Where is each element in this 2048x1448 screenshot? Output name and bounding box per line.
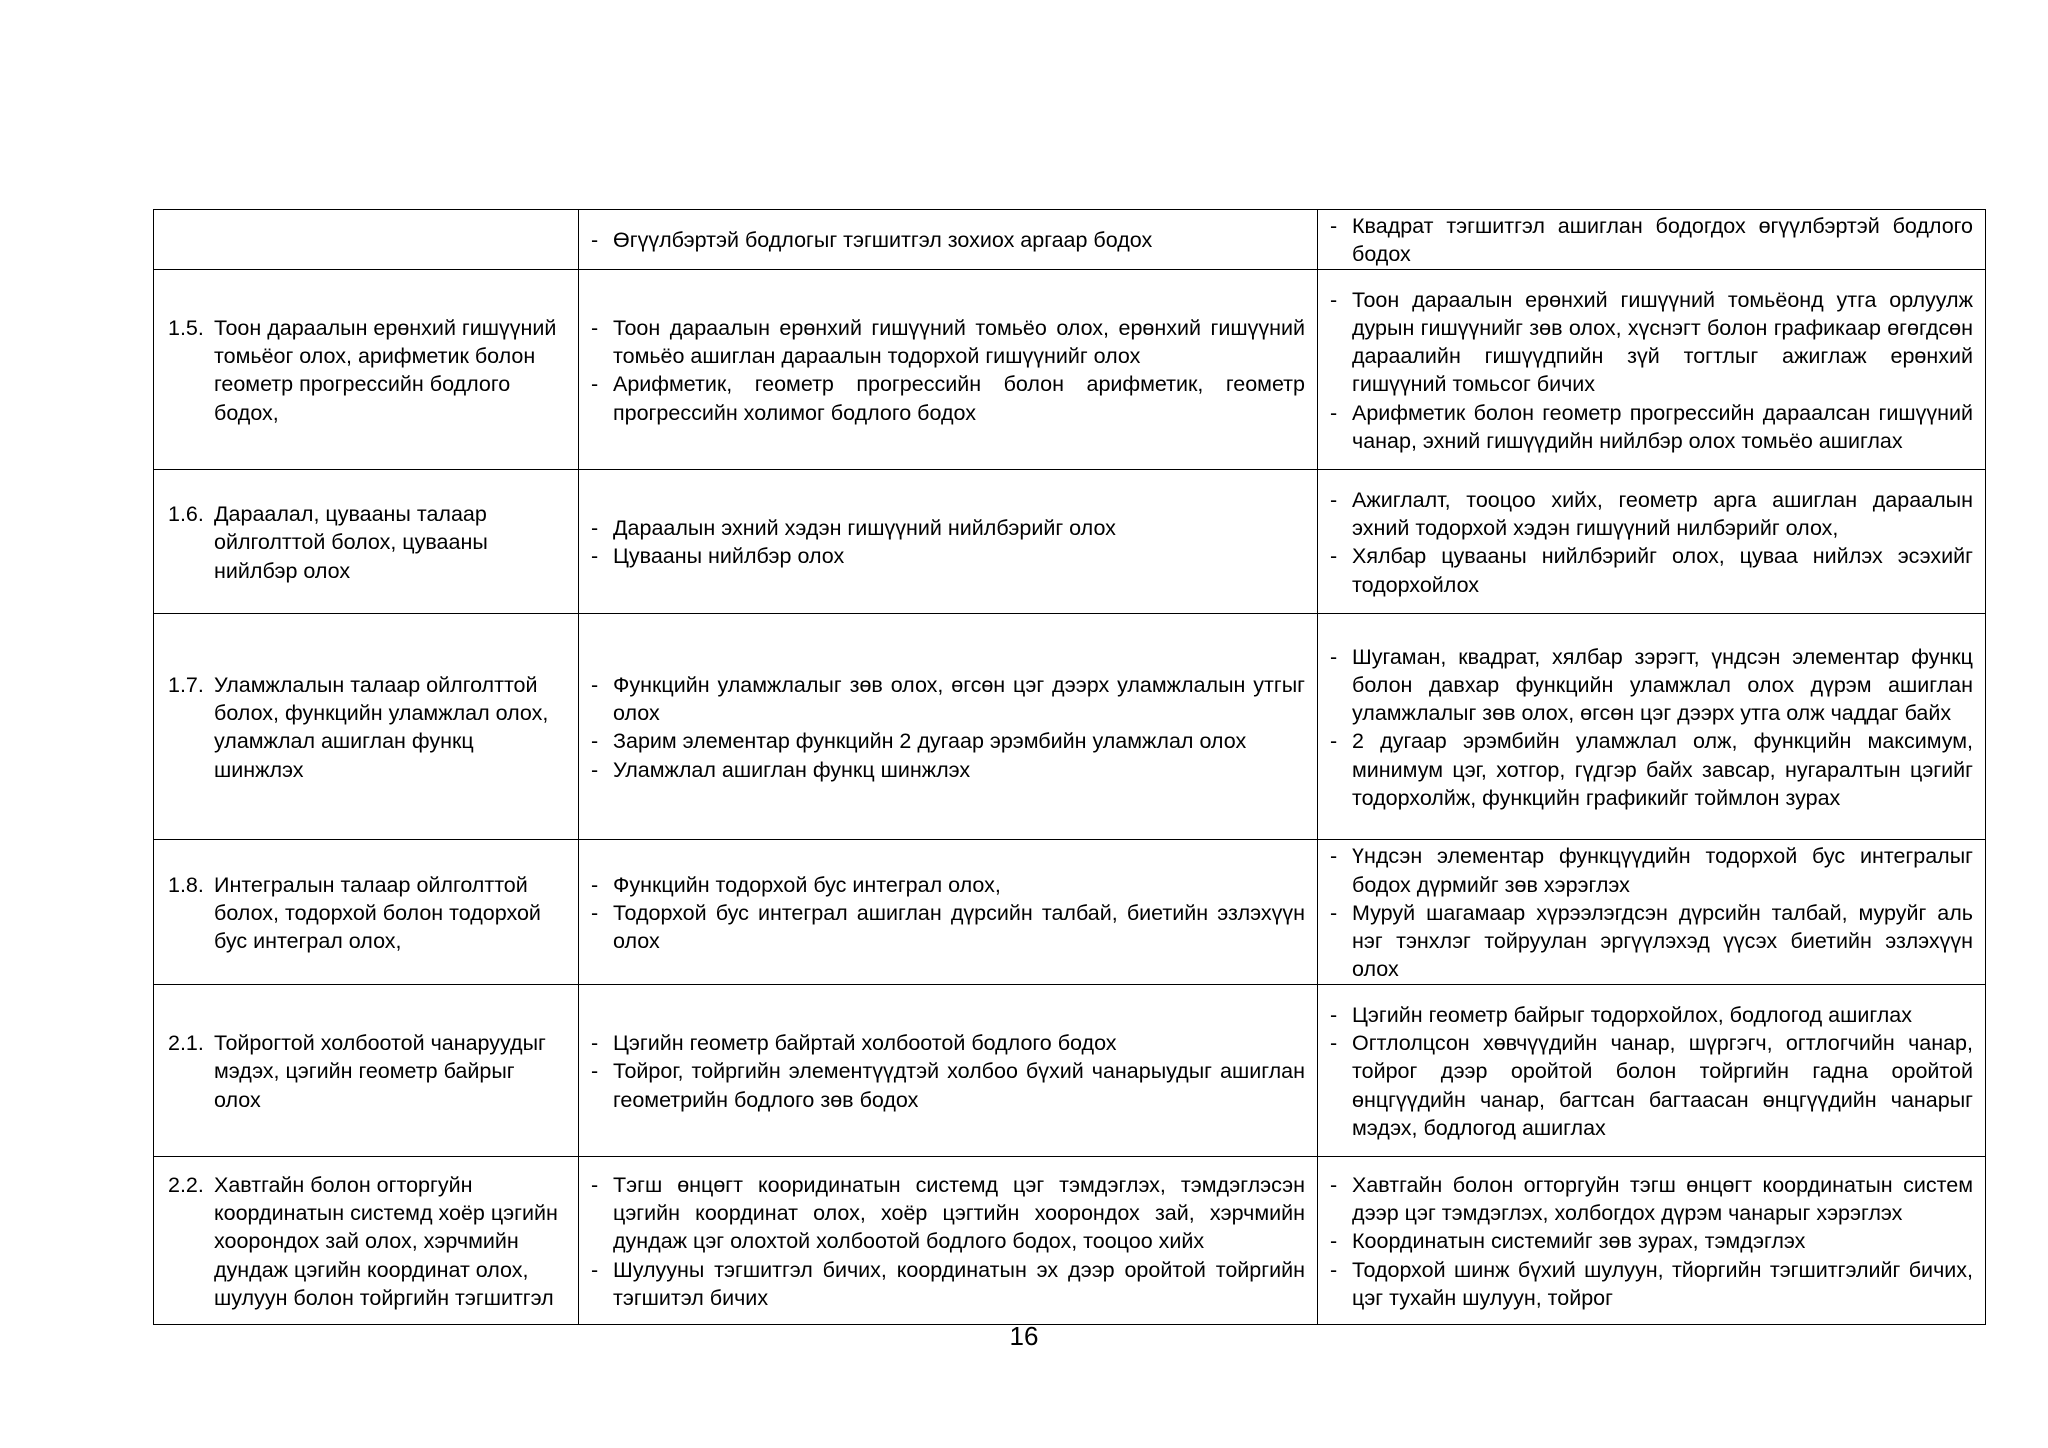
table-row [154,470,1986,614]
table-row [154,614,1986,840]
list-item: - Координатын системийг зөв зурах, тэмдэглэх [1330,1229,1806,1254]
list-item: - Муруй шагамаар хүрээлэгдсэн дүрсийн талбай, муруйг аль нэг тэнхлэг тойруулан эргүүлэхэд үүсэх биетийн эзлэхүүн олох [1330,900,1973,982]
list-item: - Тодорхой шинж бүхий шулуун, тйоргийн тэгшитгэлийг бичих, цэг тухайн шулуун, тойрог [1330,1257,1973,1310]
list-item: - Тэгш өнцөгт кооридинатын системд цэг тэмдэглэх, тэмдэглэсэн цэгийн координат олох, хоёр цэгтийн хоорондох зай, хэрчмийн дундаж цэг олохтой холбоотой бодлого бодох, тооцоо хийх [591,1172,1305,1254]
list-item: - Квадрат тэгшитгэл ашиглан бодогдох өгүүлбэртэй бодлого бодох [1330,214,1973,267]
objective-number: 1.7. [168,673,204,697]
objective-cell [154,270,579,470]
list-item: - Дараалын эхний хэдэн гишүүний нийлбэрийг олох [591,516,1116,541]
list-item: - Огтлолцсон хөвчүүдийн чанар, шүргэгч, огтлогчийн чанар, тойрог дээр оройтой болон тойргийн гадна оройтой өнцгүүдийн чанар, багтсан багтаасан өнцгүүдийн чанарыг мэдэх, бодлогод ашиглах [1330,1031,1973,1140]
table-row [154,270,1986,470]
table-row [154,985,1986,1157]
objective-number: 2.2. [168,1172,204,1197]
content-cell [579,840,1318,985]
content-cell [579,985,1318,1157]
list-item: - Уламжлал ашиглан функц шинжлэх [591,757,971,782]
list-item: - Тоон дараалын ерөнхий гишүүний томьёонд утга орлуулж дурын гишүүнийг зөв олох, хүснэгт болон графикаар өгөгдсөн дараалийн гишүүдпийн зүй тогтлыг ажиглаж ерөнхий гишүүний томьсог бичих [1330,287,1973,397]
list-item: - Цувааны нийлбэр олох [591,544,845,569]
content-cell [579,270,1318,470]
table-row [154,840,1986,985]
list-item: - Хавтгайн болон огторгуйн тэгш өнцөгт координатын систем дээр цэг тэмдэглэх, холбогдох дүрэм чанарыг хэрэглэх [1330,1172,1973,1226]
list-item: - Цэгийн геометр байртай холбоотой бодлого бодох [591,1031,1117,1056]
objective-text: Дараалал, цувааны талаар ойлголттой болох, цувааны нийлбэр олох [214,502,488,583]
objective-number: 1.8. [168,872,204,897]
list-item: - Тоон дараалын ерөнхий гишүүний томьёо олох, ерөнхий гишүүний томьёо ашиглан дараалын тодорхой гишүүнийг олох [591,316,1305,369]
content-cell [579,210,1318,270]
objective-number: 1.6. [168,502,204,527]
objective-cell [154,614,579,840]
list-item: - Тойрог, тойргийн элементүүдтэй холбоо бүхий чанарыудыг ашиглан геометрийн бодлого зөв бодох [591,1059,1305,1112]
list-item: - Функцийн тодорхой бус интеграл олох, [591,872,1001,897]
content-cell [579,614,1318,840]
objective-number: 2.1. [168,1031,204,1056]
content-cell [579,470,1318,614]
page-number: 16 [1009,1321,1039,1351]
objective-cell [154,1157,579,1325]
list-item: - Шугаман, квадрат, хялбар зэрэгт, үндсэн элементар функц болон давхар функцийн уламжлал олох дүрэм ашиглан уламжлалыг зөв олох, өгсөн цэг дээрх утга олж чаддаг байх [1330,644,1973,726]
objective-cell [154,470,579,614]
list-item: - Тодорхой бус интеграл ашиглан дүрсийн талбай, биетийн эзлэхүүн олох [591,900,1305,954]
objective-cell [154,985,579,1157]
list-item: - Шулууны тэгшитгэл бичих, координатын эх дээр оройтой тойргийн тэгшитэл бичих [591,1257,1305,1310]
assessment-cell [1318,210,1986,270]
list-item: - Зарим элементар функцийн 2 дугаар эрэмбийн уламжлал олох [591,729,1247,754]
table-row [154,210,1986,270]
list-item: - Хялбар цувааны нийлбэрийг олох, цуваа нийлэх эсэхийг тодорхойлох [1330,544,1973,597]
assessment-cell [1318,985,1986,1157]
list-item: - Өгүүлбэртэй бодлогыг тэгшитгэл зохиох аргаар бодох [591,228,1153,253]
objective-number: 1.5. [168,316,204,340]
assessment-cell [1318,840,1986,985]
objective-text: Уламжлалын талаар ойлголттой болох, функцийн уламжлал олох, уламжлал ашиглан функц шинжлэх [214,673,549,782]
list-item: - 2 дугаар эрэмбийн уламжлал олж, функцийн максимум, минимум цэг, хотгор, гүдгэр байх завсар, нугаралтын цэгийг тодорхолйж, функцийн графикийг тоймлон зурах [1330,729,1973,810]
assessment-cell [1318,270,1986,470]
assessment-cell [1318,614,1986,840]
objective-text: Тойрогтой холбоотой чанаруудыг мэдэх, цэгийн геометр байрыг олох [214,1031,546,1112]
objective-cell [154,840,579,985]
list-item: - Арифметик, геометр прогрессийн болон арифметик, геометр прогрессийн холимог бодлого бодох [591,372,1305,425]
objective-cell [154,210,579,270]
content-cell [579,1157,1318,1325]
objective-text: Интегралын талаар ойлголттой болох, тодорхой болон тодорхой бус интеграл олох, [214,872,541,954]
list-item: - Функцийн уламжлалыг зөв олох, өгсөн цэг дээрх уламжлалын утгыг олох [591,673,1305,726]
curriculum-table [153,209,1986,1325]
objective-text: Хавтгайн болон огторгуйн координатын системд хоёр цэгийн хоорондох зай олох, хэрчмийн дундаж цэгийн координат олох, шулуун болон тойргийн тэгшитгэл [214,1172,558,1310]
list-item: - Цэгийн геометр байрыг тодорхойлох, бодлогод ашиглах [1330,1002,1912,1027]
assessment-cell [1318,470,1986,614]
assessment-cell [1318,1157,1986,1325]
list-item: - Ажиглалт, тооцоо хийх, геометр арга ашиглан дараалын эхний тодорхой хэдэн гишүүний нилбэрийг олох, [1330,488,1973,541]
objective-text: Тоон дараалын ерөнхий гишүүний томьёог олох, арифметик болон геометр прогрессийн бодлого бодох, [214,316,557,425]
table-row [154,1157,1986,1325]
list-item: - Арифметик болон геометр прогрессийн дараалсан гишүүний чанар, эхний гишүүдийн нийлбэр олох томьёо ашиглах [1330,400,1973,453]
list-item: - Үндсэн элементар функцүүдийн тодорхой бус интегралыг бодох дүрмийг зөв хэрэглэх [1330,844,1973,897]
